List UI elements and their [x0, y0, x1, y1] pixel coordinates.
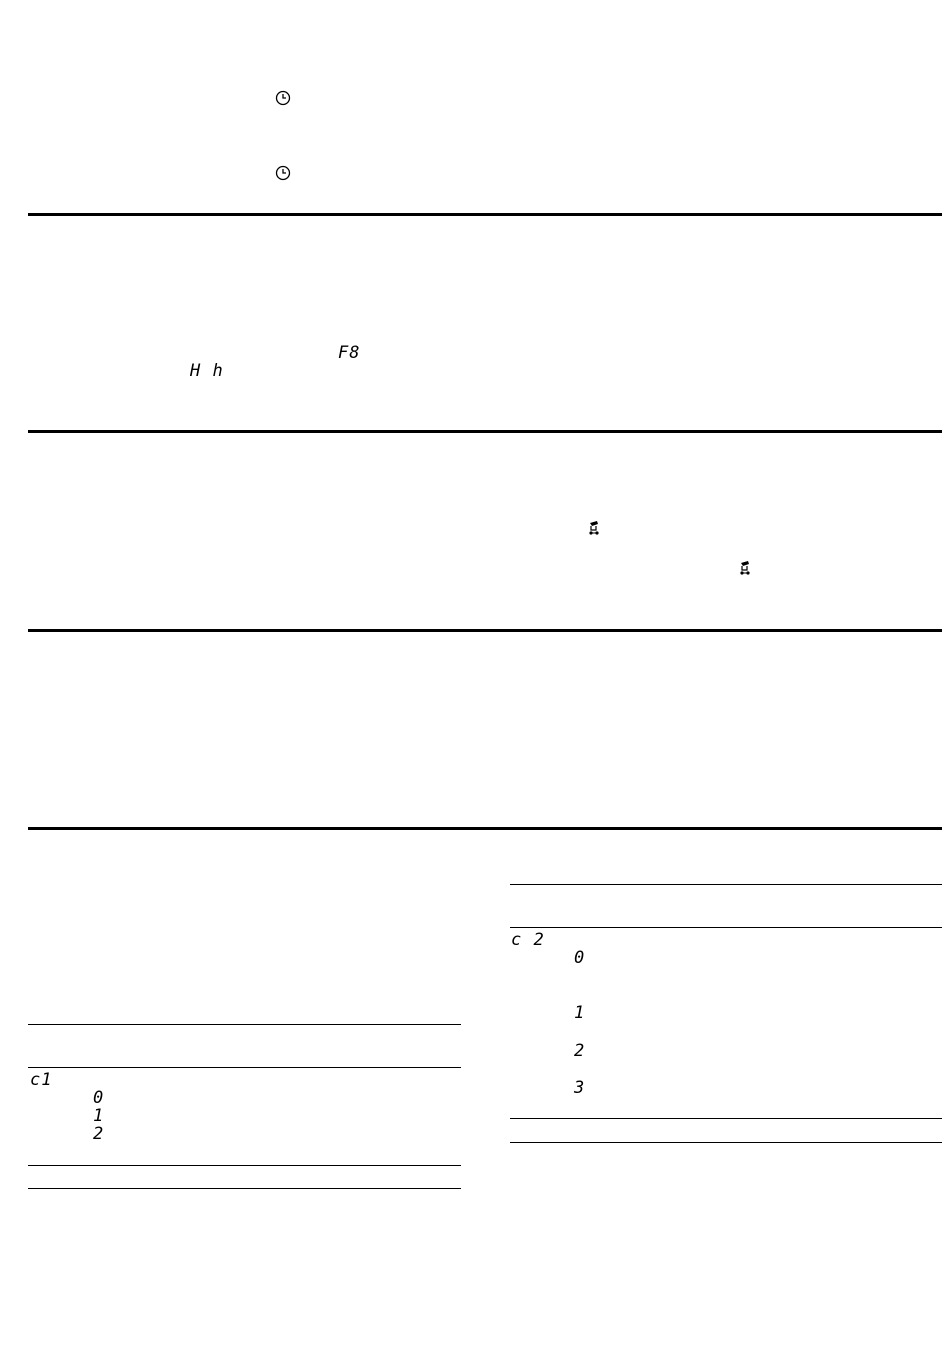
setting-value: 2 — [93, 1124, 105, 1144]
table-rule — [510, 884, 942, 885]
table-rule — [510, 1142, 942, 1143]
setting-value: 1 — [574, 1003, 586, 1023]
section-divider — [28, 827, 942, 830]
setting-code: c1 — [30, 1070, 53, 1090]
cleaning-icon — [587, 520, 601, 536]
display-code-hh: H h — [190, 361, 224, 381]
setting-value: 3 — [574, 1078, 586, 1098]
setting-value: 0 — [574, 948, 586, 968]
table-rule — [28, 1188, 461, 1189]
section-divider — [28, 430, 942, 433]
setting-code: c 2 — [511, 930, 545, 950]
table-rule — [28, 1067, 461, 1068]
table-rule — [28, 1165, 461, 1166]
setting-value: 1 — [93, 1106, 105, 1126]
clock-icon — [275, 90, 291, 106]
setting-value: 0 — [93, 1088, 105, 1108]
table-rule — [510, 927, 942, 928]
cleaning-icon — [738, 560, 752, 576]
section-divider — [28, 629, 942, 632]
table-rule — [510, 1118, 942, 1119]
clock-icon — [275, 165, 291, 181]
section-divider — [28, 213, 942, 216]
table-rule — [28, 1024, 461, 1025]
setting-value: 2 — [574, 1041, 586, 1061]
display-code-f8: F8 — [338, 343, 361, 363]
